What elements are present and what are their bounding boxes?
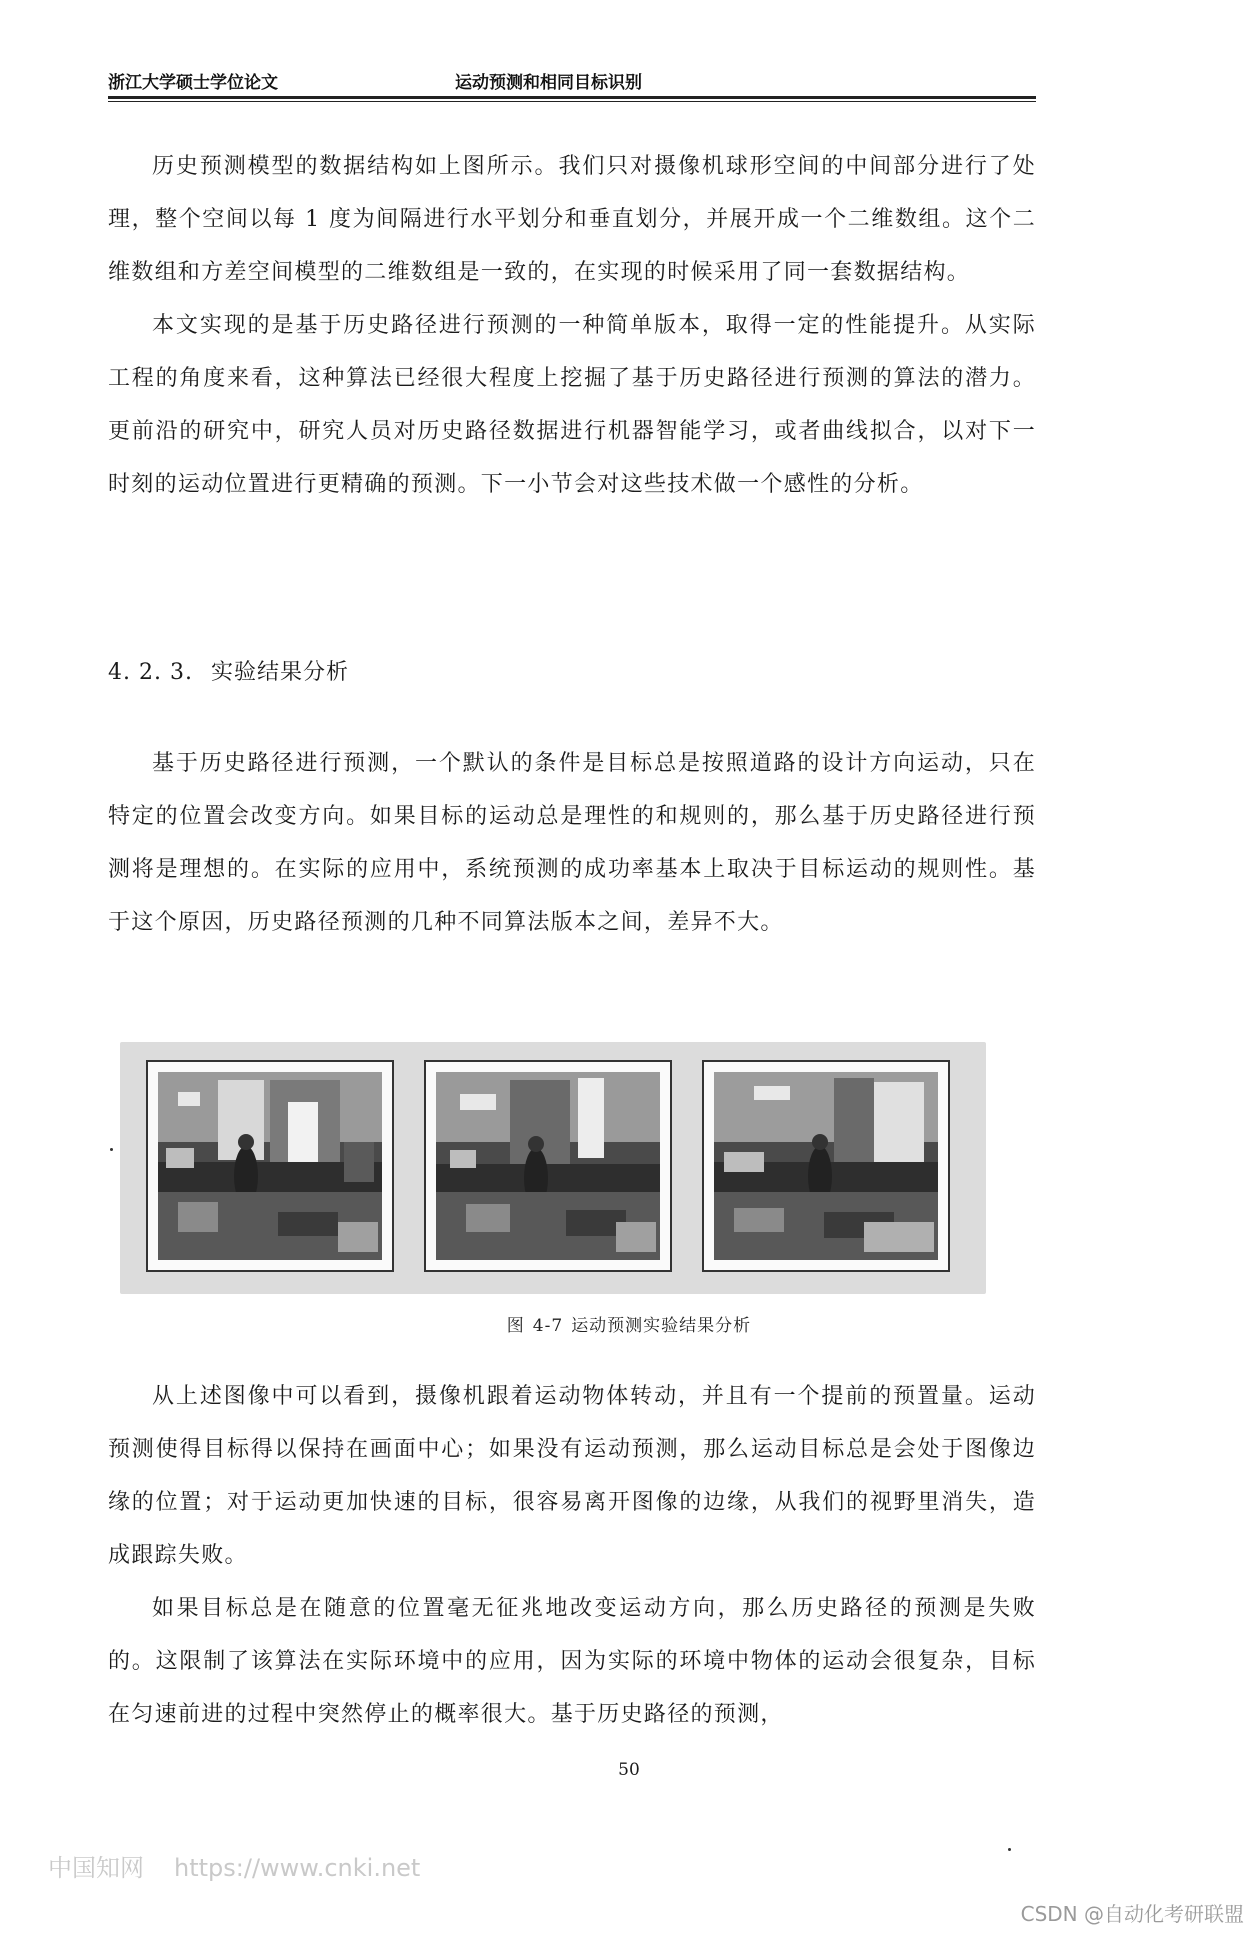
page-number: 50 [618,1760,640,1780]
header-rule [108,96,1036,102]
paragraph: 本文实现的是基于历史路径进行预测的一种简单版本，取得一定的性能提升。从实际工程的角度来看，这种算法已经很大程度上挖掘了基于历史路径进行预测的算法的潜力。更前沿的研究中，研究人员对历史路径数据进行机器智能学习，或者曲线拟合，以对下一时刻的运动位置进行更精确的预测。下一小节会对这些技术做一个感性的分析。 [108,313,1036,497]
figure-frame [702,1060,950,1272]
paragraph: 历史预测模型的数据结构如上图所示。我们只对摄像机球形空间的中间部分进行了处理，整个空间以每 1 度为间隔进行水平划分和垂直划分，并展开成一个二维数组。这个二维数组和方差空间模型的二维数组是一致的，在实现的时候采用了同一套数据结构。 [108,154,1036,285]
paragraph: 基于历史路径进行预测，一个默认的条件是目标总是按照道路的设计方向运动，只在特定的位置会改变方向。如果目标的运动总是理性的和规则的，那么基于历史路径进行预测将是理想的。在实际的应用中，系统预测的成功率基本上取决于目标运动的规则性。基于这个原因，历史路径预测的几种不同算法版本之间，差异不大。 [108,751,1036,935]
body-text-block-3 [108,1370,1036,1741]
paragraph: 如果目标总是在随意的位置毫无征兆地改变运动方向，那么历史路径的预测是失败的。这限制了该算法在实际环境中的应用，因为实际的环境中物体的运动会很复杂，目标在匀速前进的过程中突然停止的概率很大。基于历史路径的预测， [108,1596,1036,1727]
section-title: 实验结果分析 [210,660,349,685]
figure-number: 4-7 [532,1316,564,1336]
watermark-site-name: 中国知网 [48,1854,144,1882]
body-text-block-1 [108,140,1036,511]
header-chapter-title: 运动预测和相同目标识别 [455,73,642,93]
watermark-site-url: https://www.cnki.net [174,1854,421,1882]
office-photo [158,1072,382,1260]
figure-caption-text: 运动预测实验结果分析 [571,1316,752,1336]
body-text-block-2 [108,737,1036,949]
figure-frame [424,1060,672,1272]
csdn-watermark: CSDN @自动化考研联盟 [1020,1902,1244,1926]
figure-label: 图 [506,1316,525,1336]
header-thesis-title: 浙江大学硕士学位论文 [108,73,278,93]
scan-speck [1008,1848,1011,1851]
cnki-watermark [48,1848,420,1883]
figure-4-7 [120,1042,986,1294]
paragraph: 从上述图像中可以看到，摄像机跟着运动物体转动，并且有一个提前的预置量。运动预测使得目标得以保持在画面中心；如果没有运动预测，那么运动目标总是会处于图像边缘的位置；对于运动更加快速的目标，很容易离开图像的边缘，从我们的视野里消失，造成跟踪失败。 [108,1384,1036,1568]
section-heading [108,655,349,686]
figure-caption [0,1311,1258,1336]
office-photo [714,1072,938,1260]
running-header [108,62,1036,92]
figure-frame [146,1060,394,1272]
office-photo [436,1072,660,1260]
section-number: 4. 2. 3. [108,660,193,685]
scan-speck [110,1148,113,1151]
